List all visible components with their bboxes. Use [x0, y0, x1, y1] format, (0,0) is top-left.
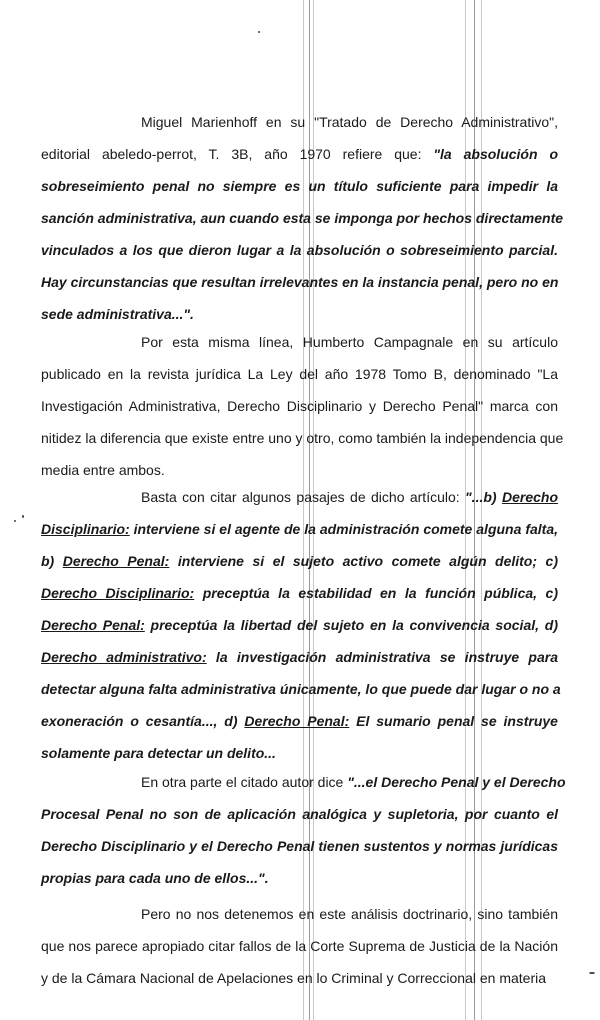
- text-segment: Derecho administrativo:: [41, 649, 207, 665]
- text-line: [41, 177, 558, 195]
- text-segment: detectar alguna falta administrativa únicamente, lo que puede dar lugar o no a: [41, 681, 561, 697]
- text-segment: exoneración o cesantía..., d): [41, 713, 245, 729]
- text-line: [141, 905, 558, 923]
- text-segment: "la absolución o: [433, 146, 559, 162]
- text-segment: la investigación administrativa se instruye para: [206, 649, 558, 665]
- text-line: [41, 584, 558, 602]
- text-segment: publicado en la revista jurídica La Ley del año 1978 Tomo B, denominado "La: [41, 366, 558, 382]
- text-line: [41, 937, 558, 955]
- text-segment: "...b): [465, 489, 502, 505]
- text-line: [41, 520, 558, 538]
- text-segment: Derecho: [501, 489, 558, 505]
- text-segment: media entre ambos.: [41, 462, 165, 478]
- text-segment: Derecho Disciplinario y el Derecho Penal tienen sustentos y normas jurídicas: [41, 838, 558, 854]
- text-segment: "...el Derecho Penal y el Derecho: [347, 774, 566, 790]
- text-segment: solamente para detectar un delito...: [41, 745, 276, 761]
- text-segment: propias para cada uno de ellos...".: [41, 870, 269, 886]
- text-segment: preceptúa la estabilidad en la función pública, c): [194, 585, 558, 601]
- text-segment: Disciplinario:: [41, 521, 130, 537]
- text-line: [41, 305, 558, 323]
- text-segment: En otra parte el citado autor dice: [141, 774, 348, 790]
- text-line: [41, 744, 558, 762]
- text-line: [41, 712, 558, 730]
- text-segment: El sumario penal se instruye: [349, 713, 558, 729]
- text-line: [41, 365, 558, 383]
- scan-speck: [258, 31, 260, 33]
- text-line: [41, 429, 564, 447]
- text-segment: Derecho Penal:: [62, 553, 170, 569]
- scan-speck: [22, 515, 24, 518]
- text-segment: Basta con citar algunos pasajes de dicho artículo:: [141, 489, 466, 505]
- text-segment: Investigación Administrativa, Derecho Disciplinario y Derecho Penal" marca con: [41, 398, 558, 414]
- text-segment: preceptúa la libertad del sujeto en la convivencia social, d): [144, 617, 558, 633]
- text-segment: interviene si el sujeto activo comete algún delito; c): [169, 553, 558, 569]
- text-segment: Procesal Penal no son de aplicación analógica y supletoria, por cuanto el: [41, 806, 558, 822]
- text-line: [41, 837, 558, 855]
- text-segment: Pero no nos detenemos en este análisis doctrinario, sino también: [141, 906, 558, 922]
- text-segment: nitidez la diferencia que existe entre uno y otro, como también la independencia que: [41, 430, 564, 446]
- text-line: [141, 773, 566, 791]
- text-line: [41, 552, 558, 570]
- text-segment: Derecho Penal:: [244, 713, 350, 729]
- text-line: [141, 333, 558, 351]
- scan-speck: [589, 972, 595, 974]
- text-line: [41, 461, 558, 479]
- text-segment: Miguel Marienhoff en su "Tratado de Derecho Administrativo",: [141, 114, 558, 130]
- text-line: [41, 969, 558, 987]
- text-segment: y de la Cámara Nacional de Apelaciones en lo Criminal y Correccional en materia: [41, 970, 547, 986]
- text-line: [41, 869, 558, 887]
- text-segment: que nos parece apropiado citar fallos de la Corte Suprema de Justicia de la Nación: [41, 938, 558, 954]
- text-segment: sobreseimiento penal no siempre es un título suficiente para impedir la: [41, 178, 558, 194]
- text-line: [41, 805, 558, 823]
- text-segment: sede administrativa...".: [41, 306, 194, 322]
- text-segment: b): [41, 553, 63, 569]
- text-segment: editorial abeledo-perrot, T. 3B, año 1970 refiere que:: [41, 146, 434, 162]
- text-line: [41, 397, 558, 415]
- scan-speck: [14, 520, 16, 522]
- text-segment: sanción administrativa, aun cuando esta se imponga por hechos directamente: [41, 210, 564, 226]
- text-segment: interviene si el agente de la administración comete alguna falta,: [129, 521, 558, 537]
- text-line: [41, 209, 564, 227]
- text-segment: vinculados a los que dieron lugar a la absolución o sobreseimiento parcial.: [41, 242, 558, 258]
- text-line: [41, 680, 561, 698]
- text-segment: Hay circunstancias que resultan irrelevantes en la instancia penal, pero no en: [41, 274, 559, 290]
- text-line: [41, 241, 558, 259]
- text-line: [41, 616, 558, 634]
- text-line: [141, 113, 558, 131]
- text-line: [41, 145, 558, 163]
- text-line: [41, 273, 558, 291]
- text-line: [141, 488, 558, 506]
- text-segment: Derecho Disciplinario:: [41, 585, 195, 601]
- text-segment: Derecho Penal:: [41, 617, 145, 633]
- text-segment: Por esta misma línea, Humberto Campagnale en su artículo: [141, 334, 558, 350]
- text-line: [41, 648, 558, 666]
